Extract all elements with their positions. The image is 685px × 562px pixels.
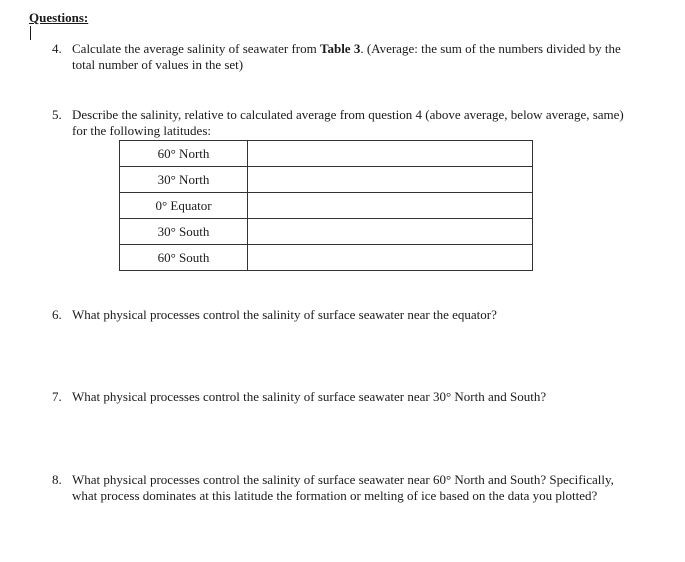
latitude-label: 60° North <box>120 141 248 167</box>
question-4-bold: Table 3 <box>319 41 361 56</box>
latitude-label: 30° North <box>120 167 248 193</box>
table-row <box>120 141 533 167</box>
question-8 <box>52 472 642 504</box>
question-7-number: 7. <box>52 389 62 404</box>
text-cursor <box>30 26 31 40</box>
latitude-table <box>119 140 533 271</box>
latitude-answer-cell[interactable] <box>248 141 533 167</box>
table-row <box>120 219 533 245</box>
latitude-label: 0° Equator <box>120 193 248 219</box>
question-4-text-before: Calculate the average salinity of seawater from <box>72 41 320 56</box>
question-7 <box>52 389 642 405</box>
table-row <box>120 167 533 193</box>
question-5 <box>52 107 642 139</box>
latitude-answer-cell[interactable] <box>248 245 533 271</box>
latitude-answer-cell[interactable] <box>248 193 533 219</box>
question-8-number: 8. <box>52 472 62 487</box>
question-4-text <box>72 41 642 73</box>
question-5-text: Describe the salinity, relative to calculated average from question 4 (above average, below average, same) for the following latitudes: <box>72 107 624 138</box>
questions-heading: Questions: <box>29 10 89 25</box>
question-6-text: What physical processes control the salinity of surface seawater near the equator? <box>72 307 497 322</box>
question-8-text: What physical processes control the salinity of surface seawater near 60° North and South? Specifically, what process dominates at this latitude the formation or melting of ice based on the data you plotted? <box>72 472 614 503</box>
question-7-text: What physical processes control the salinity of surface seawater near 30° North and South? <box>72 389 547 404</box>
latitude-answer-cell[interactable] <box>248 167 533 193</box>
question-6-number: 6. <box>52 307 62 322</box>
table-row <box>120 193 533 219</box>
question-4 <box>52 41 642 73</box>
latitude-answer-cell[interactable] <box>248 219 533 245</box>
table-row <box>120 245 533 271</box>
question-5-number: 5. <box>52 107 62 122</box>
question-4-number: 4. <box>52 41 62 56</box>
question-4-text-after: . (Average: the sum of the numbers divided by the total number of values in the set) <box>72 41 621 72</box>
question-6 <box>52 307 642 323</box>
latitude-label: 60° South <box>120 245 248 271</box>
latitude-label: 30° South <box>120 219 248 245</box>
